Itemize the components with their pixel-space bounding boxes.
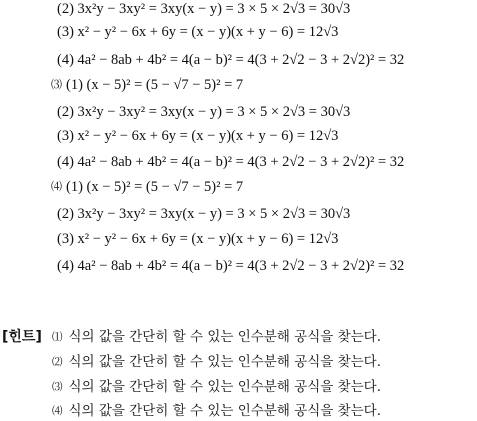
equation-text: (1) (x − 5)² = (5 − √7 − 5)² = 7 <box>66 179 244 195</box>
hint-text: 식의 값을 간단히 할 수 있는 인수분해 공식을 찾는다. <box>68 329 381 345</box>
solution-line <box>51 178 243 196</box>
hint-text: 식의 값을 간단히 할 수 있는 인수분해 공식을 찾는다. <box>68 379 381 395</box>
equation-text: (3) x² − y² − 6x + 6y = (x − y)(x + y − 6) = 12√3 <box>57 128 339 144</box>
hint-number: ⑶ <box>52 381 63 393</box>
equation-text: (4) 4a² − 8ab + 4b² = 4(a − b)² = 4(3 + 2√2 − 3 + 2√2)² = 32 <box>57 154 405 170</box>
equation-text: (4) 4a² − 8ab + 4b² = 4(a − b)² = 4(3 + 2√2 − 3 + 2√2)² = 32 <box>57 52 405 68</box>
solution-line <box>57 257 404 275</box>
solution-line <box>57 127 338 145</box>
solution-line <box>57 51 404 69</box>
solution-line <box>57 103 350 121</box>
hint-item <box>52 402 381 420</box>
hint-text: 식의 값을 간단히 할 수 있는 인수분해 공식을 찾는다. <box>68 403 381 419</box>
solution-line <box>51 76 243 94</box>
hint-text: 식의 값을 간단히 할 수 있는 인수분해 공식을 찾는다. <box>68 354 381 370</box>
solution-line <box>57 0 350 18</box>
equation-text: (2) 3x²y − 3xy² = 3xy(x − y) = 3 × 5 × 2√3 = 30√3 <box>57 104 351 120</box>
hint-item <box>52 378 381 396</box>
hint-heading: [힌트] <box>2 329 42 345</box>
equation-text: (2) 3x²y − 3xy² = 3xy(x − y) = 3 × 5 × 2√3 = 30√3 <box>57 1 351 17</box>
problem-number-label: ⑷ <box>51 180 62 193</box>
solution-line <box>57 230 338 248</box>
equation-text: (1) (x − 5)² = (5 − √7 − 5)² = 7 <box>66 77 244 93</box>
equation-text: (3) x² − y² − 6x + 6y = (x − y)(x + y − 6) = 12√3 <box>57 24 339 40</box>
hint-number: ⑵ <box>52 356 63 368</box>
solution-line <box>57 205 350 223</box>
solution-line <box>57 23 338 41</box>
hint-number: ⑷ <box>52 405 63 417</box>
problem-number-label: ⑶ <box>51 78 62 91</box>
solution-line <box>57 153 404 171</box>
equation-text: (3) x² − y² − 6x + 6y = (x − y)(x + y − 6) = 12√3 <box>57 231 339 247</box>
hint-number: ⑴ <box>52 331 63 343</box>
equation-text: (2) 3x²y − 3xy² = 3xy(x − y) = 3 × 5 × 2√3 = 30√3 <box>57 206 351 222</box>
hint-item <box>52 353 381 371</box>
equation-text: (4) 4a² − 8ab + 4b² = 4(a − b)² = 4(3 + 2√2 − 3 + 2√2)² = 32 <box>57 258 405 274</box>
hint-item <box>52 328 381 346</box>
